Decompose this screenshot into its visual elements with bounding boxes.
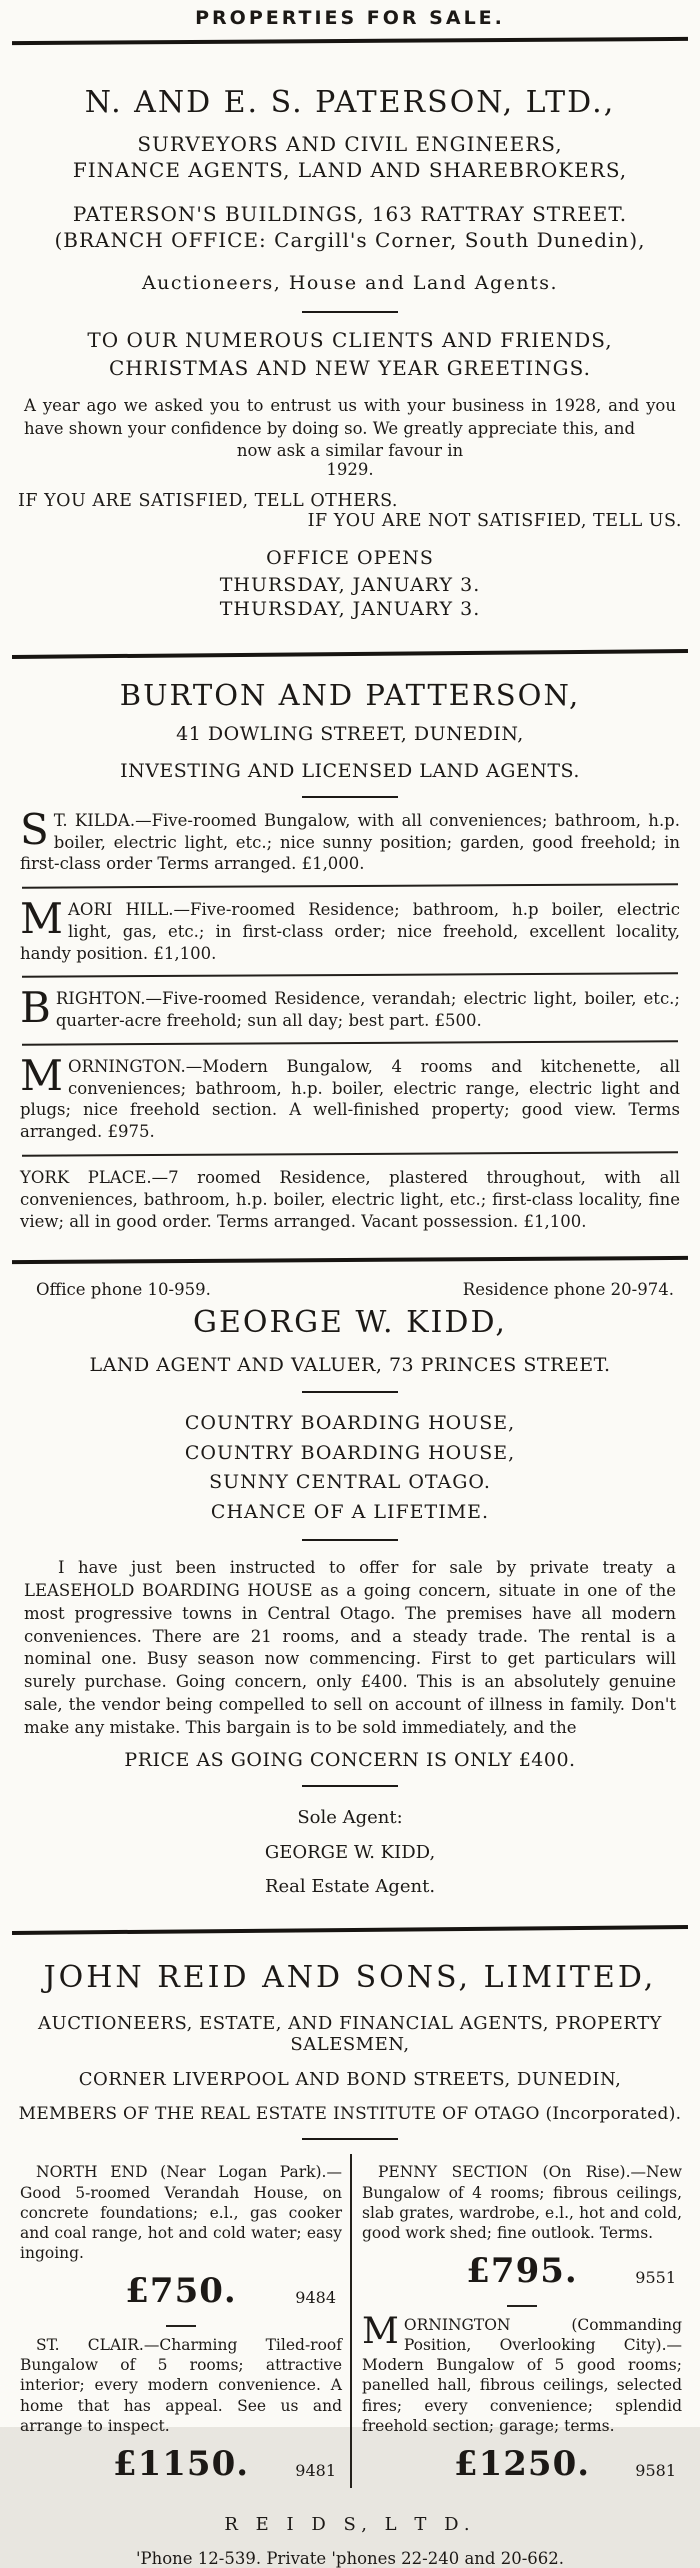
listing-text: YORK PLACE.—7 roomed Residence, plastered throughout, with all conveniences, bathroom, h.p. boiler, electric light, etc.; first-class locality, fine view; all in good order. Terms arranged. Vacant possession. £1,100. [20,1167,680,1231]
kidd-headline-2: COUNTRY BOARDING HOUSE, [184,1441,516,1464]
listing-dropcap: M [20,894,64,944]
kidd-headline-1: COUNTRY BOARDING HOUSE, [184,1412,516,1435]
kidd-office-phone: Office phone 10-959. [36,1280,211,1300]
paterson-address-1: PATERSON'S BUILDINGS, 163 RATTRAY STREET. [72,201,628,226]
kidd-headlines [18,1409,682,1527]
reid-address-line: CORNER LIVERPOOL AND BOND STREETS, DUNEDIN, [78,2069,622,2091]
mornington-price: £1250. [453,2443,591,2484]
listing-separator [507,2305,537,2307]
paterson-company-name: N. AND E. S. PATERSON, LTD., [84,85,616,120]
reid-right-column [350,2154,682,2487]
masthead-rule [12,37,688,45]
listing-separator [22,883,678,888]
office-opens-label: OFFICE OPENS [266,546,434,569]
listing-dropcap: S [20,804,49,854]
page-title: PROPERTIES FOR SALE. [195,7,505,29]
listing-text: ORNINGTON (Commanding Position, Overlooking City).—Modern Bungalow of 5 good rooms; panelled hall, fibrous ceilings, selected fires; every convenience; splendid freehold section; garage; terms. [362,2315,682,2435]
st-clair-price: £1150. [112,2443,250,2484]
listing-st-kilda [20,804,680,875]
greeting-line-1: TO OUR NUMEROUS CLIENTS AND FRIENDS, [87,328,613,353]
mornington-ref: 9581 [635,2460,676,2480]
listing-mornington-reid [362,2310,682,2436]
greeting-line-2: CHRISTMAS AND NEW YEAR GREETINGS. [108,356,592,381]
north-end-price: £750. [125,2271,237,2312]
section-divider [302,1539,398,1541]
burton-ad [18,677,682,1232]
kidd-role-line: LAND AGENT AND VALUER, 73 PRINCES STREET. [89,1353,611,1376]
reid-membership-line: MEMBERS OF THE REAL ESTATE INSTITUTE OF OTAGO (Incorporated). [18,2104,682,2125]
section-divider [302,1391,398,1393]
listing-st-clair: ST. CLAIR.—Charming Tiled-roof Bungalow of 5 rooms; attractive interior; every modern convenience. A home that has appeal. See us and arrange to inspect. [20,2336,342,2435]
listing-york-place [20,1167,680,1232]
penny-section-price-row [362,2251,682,2295]
listing-separator [22,973,678,978]
kidd-headline-4: CHANCE OF A LIFETIME. [210,1500,490,1523]
kidd-ad [18,1280,682,1904]
paterson-ad [18,87,682,622]
kidd-headline-3: SUNNY CENTRAL OTAGO. [209,1471,491,1494]
north-end-ref: 9484 [295,2288,336,2308]
reid-ad [18,1959,682,2568]
kidd-body-text: I have just been instructed to offer for sale by private treaty a LEASEHOLD BOARDING HOUSE as a going concern, situate in one of the most progressive towns in Central Otago. The premises have all modern conveniences. There are 21 rooms, and a steady trade. The rental is a nominal one. Busy season now commencing. First to get particulars will surely purchase. Going concern, only £400. This is an absolutely genuine sale, the vendor being compelled to sell on account of illness in family. Don't make any mistake. This bargain is to be sold immediately, and the [24,1558,676,1737]
sole-agent-label: Sole Agent: [297,1807,403,1829]
satisfied-block [18,491,682,531]
sole-agent-name: GEORGE W. KIDD, [264,1841,436,1863]
listing-text: T. KILDA.—Five-roomed Bungalow, with all conveniences; bathroom, h.p. boiler, electric light, etc.; nice sunny position; garden, good freehold; in first-class order Terms arranged. £1,000. [20,810,680,874]
reid-left-column [18,2154,350,2487]
paterson-agents-line: Auctioneers, House and Land Agents. [141,271,559,294]
office-date-2: THURSDAY, JANUARY 3. [219,598,481,621]
listing-dropcap: M [362,2310,399,2352]
reid-listings-columns [18,2154,682,2487]
kidd-phones-row [18,1280,682,1299]
kidd-company-name: GEORGE W. KIDD, [193,1305,507,1341]
section-rule [12,1925,688,1935]
burton-address: 41 DOWLING STREET, DUNEDIN, [176,723,524,746]
listing-north-end: NORTH END (Near Logan Park).—Good 5-roomed Verandah House, on concrete foundations; e.l., gas cooker and coal range, hot and cold water; easy ingoing. [20,2163,342,2262]
paterson-role-line-2: FINANCE AGENTS, LAND AND SHAREBROKERS, [72,157,628,182]
kidd-residence-phone: Residence phone 20-974. [462,1280,674,1300]
kidd-price-line: PRICE AS GOING CONCERN IS ONLY £400. [124,1749,576,1772]
greeting-message: A year ago we asked you to entrust us with your business in 1928, and you have shown your confidence by doing so. We greatly appreciate this, and [24,396,676,438]
section-rule [12,649,688,659]
north-end-price-row [20,2271,342,2315]
listing-text: AORI HILL.—Five-roomed Residence; bathroom, h.p boiler, electric light, gas, etc.; in first-class order; nice freehold, excellent locality, handy position. £1,100. [20,900,680,963]
reids-footer-phones: 'Phone 12-539. Private 'phones 22-240 and 20-662. [135,2548,565,2568]
satisfied-tell-others: IF YOU ARE SATISFIED, TELL OTHERS. [18,490,398,511]
section-divider [302,796,398,798]
paterson-address-2: (BRANCH OFFICE: Cargill's Corner, South Dunedin), [54,227,646,252]
penny-section-price: £795. [466,2250,578,2291]
listing-separator [166,2325,196,2327]
reids-footer-name: R E I D S, L T D. [224,2513,476,2535]
burton-company-name: BURTON AND PATTERSON, [119,677,581,712]
reid-company-name: JOHN REID AND SONS, LIMITED, [43,1959,657,1995]
listing-mornington [20,1050,680,1143]
section-divider [302,311,398,313]
office-date-1: THURSDAY, JANUARY 3. [219,574,481,597]
section-rule [12,1256,688,1264]
greeting-message-year: 1929. [326,459,374,479]
listing-separator [22,1151,678,1156]
greeting-message-cont: now ask a similar favour in [236,440,464,460]
mornington-price-row [362,2444,682,2488]
listing-text: ORNINGTON.—Modern Bungalow, 4 rooms and kitchenette, all conveniences; bathroom, h.p. boiler, electric range, electric light and plugs; nice freehold section. A well-finished property; good view. Terms arranged. £975. [20,1056,680,1142]
listing-separator [22,1040,678,1045]
section-divider [302,2138,398,2140]
listing-maori-hill [20,894,680,964]
listing-dropcap: M [20,1050,64,1100]
listing-dropcap: B [20,983,51,1033]
reid-roles-line: AUCTIONEERS, ESTATE, AND FINANCIAL AGENTS, PROPERTY SALESMEN, [38,2013,662,2056]
sole-agent-role: Real Estate Agent. [264,1875,436,1897]
penny-section-ref: 9551 [635,2267,676,2287]
listing-brighton [20,983,680,1033]
paterson-role-line-1: SURVEYORS AND CIVIL ENGINEERS, [137,131,563,156]
satisfied-tell-us: IF YOU ARE NOT SATISFIED, TELL US. [307,510,682,531]
st-clair-ref: 9481 [295,2460,336,2480]
st-clair-price-row [20,2444,342,2488]
kidd-sole-agent-block [18,1801,682,1904]
section-divider [302,1785,398,1787]
listing-penny-section: PENNY SECTION (On Rise).—New Bungalow of 4 rooms; fibrous ceilings, slab grates, wardrobe, e.l., hot and cold, good work shed; fine outlook. Terms. [362,2163,682,2242]
burton-roles: INVESTING AND LICENSED LAND AGENTS. [120,760,580,783]
listing-text: RIGHTON.—Five-roomed Residence, verandah; electric light, boiler, etc.; quarter-acre freehold; sun all day; best part. £500. [55,989,680,1031]
